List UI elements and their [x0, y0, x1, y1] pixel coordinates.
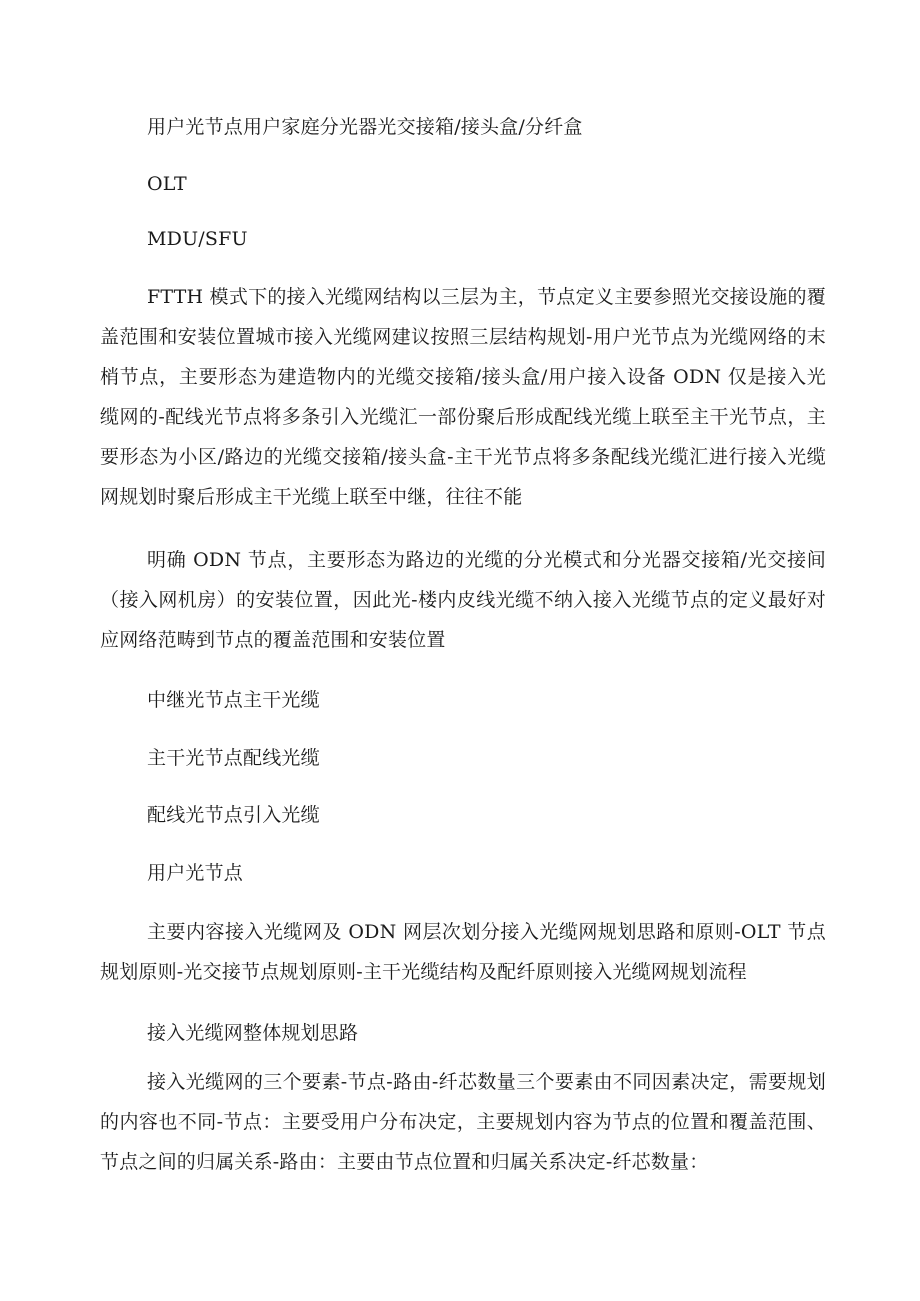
- paragraph-distribution-node: 配线光节点引入光缆: [147, 804, 320, 826]
- paragraph-main-contents: 主要内容接入光缆网及 ODN 网层次划分接入光缆网规划思路和原则-OLT 节点规划原则-光交接节点规划原则-主干光缆结构及配纤原则接入光缆网规划流程: [100, 921, 826, 983]
- paragraph-ftth-structure: FTTH 模式下的接入光缆网结构以三层为主，节点定义主要参照光交接设施的覆盖范围和安装位置城市接入光缆网建议按照三层结构规划-用户光节点为光缆网络的末梢节点，主要形态为建造物内的光缆交接箱/接头盒/用户接入设备 ODN 仅是接入光缆网的-配线光节点将多条引入光缆汇一部份聚后形成配线光缆上联至主干光节点，主要形态为小区/路边的光缆交接箱/接头盒-主干光节点将多条配线光缆汇进行接入光缆网规划时聚后形成主干光缆上联至中继，往往不能: [100, 286, 826, 508]
- paragraph-relay-node: 中继光节点主干光缆: [147, 689, 320, 711]
- paragraph-odn-node-definition: 明确 ODN 节点，主要形态为路边的光缆的分光模式和分光器交接箱/光交接间（接入网机房）的安装位置，因此光-楼内皮线光缆不纳入接入光缆节点的定义最好对应网络范畴到节点的覆盖范围和安装位置: [100, 549, 826, 651]
- paragraph-node-hierarchy-labels: 用户光节点用户家庭分光器光交接箱/接头盒/分纤盒: [147, 116, 583, 138]
- paragraph-user-node: 用户光节点: [147, 862, 244, 884]
- paragraph-mdu-sfu-label: MDU/SFU: [147, 228, 248, 250]
- paragraph-trunk-node: 主干光节点配线光缆: [147, 747, 320, 769]
- paragraph-olt-label: OLT: [147, 173, 187, 195]
- section-heading-overall-planning: 接入光缆网整体规划思路: [147, 1022, 359, 1044]
- paragraph-three-elements: 接入光缆网的三个要素-节点-路由-纤芯数量三个要素由不同因素决定，需要规划的内容也不同-节点：主要受用户分布决定，主要规划内容为节点的位置和覆盖范围、节点之间的归属关系-路由：主要由节点位置和归属关系决定-纤芯数量：: [100, 1071, 826, 1173]
